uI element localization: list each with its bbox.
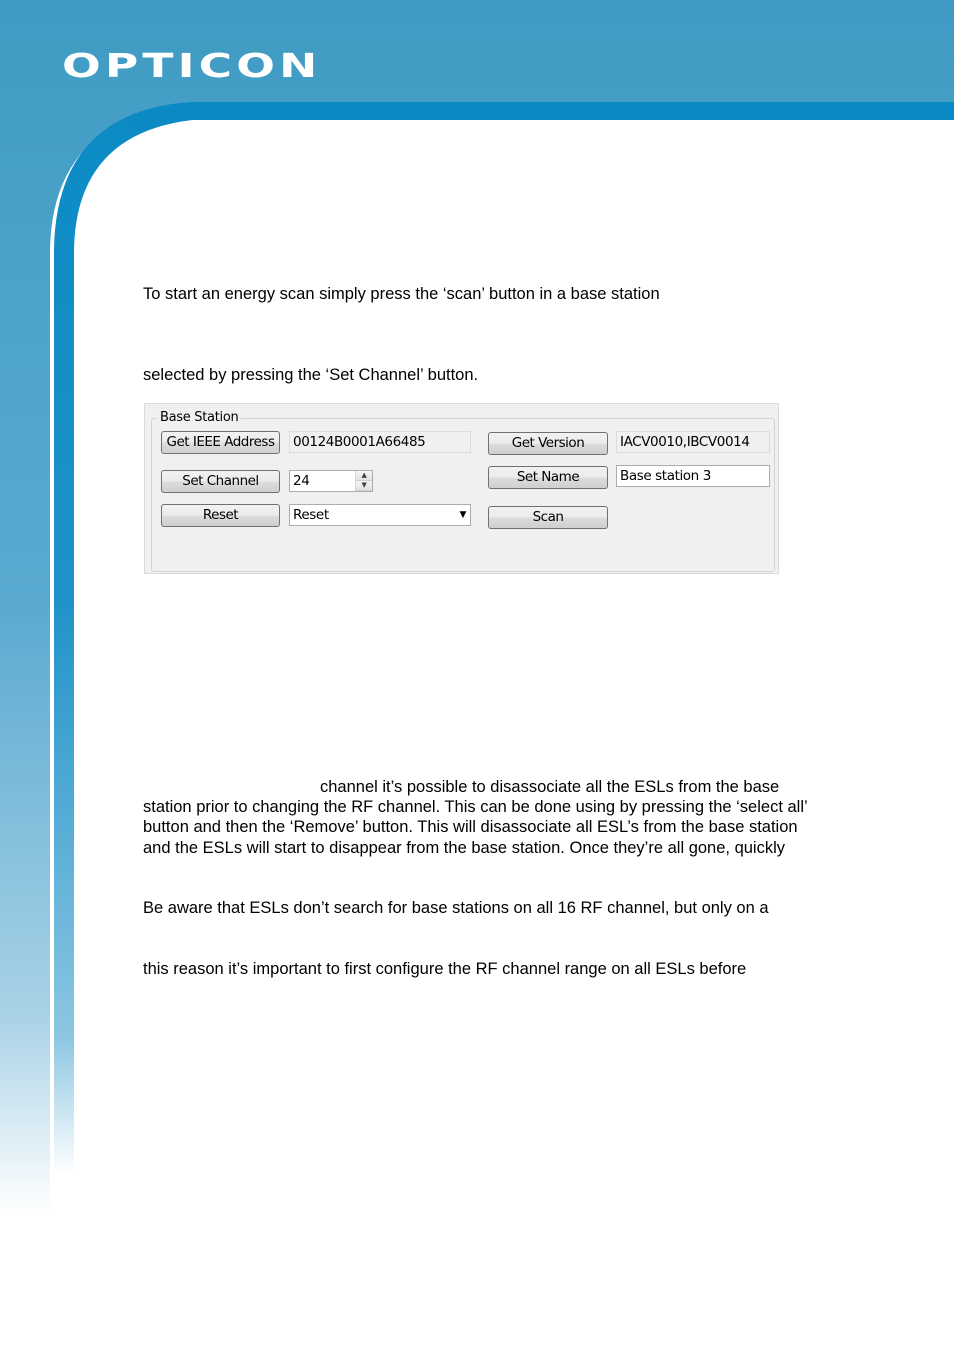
version-field[interactable]: IACV0010,IBCV0014 <box>616 431 770 453</box>
spin-down-icon[interactable]: ▼ <box>356 481 372 491</box>
paragraph-rf-search: Be aware that ESLs don’t search for base stations on all 16 RF channel, but only on a <box>143 899 769 917</box>
opticon-logo: OPTICON <box>62 46 322 85</box>
set-channel-button[interactable]: Set Channel <box>161 470 280 493</box>
paragraph-set-channel: selected by pressing the ‘Set Channel’ button. <box>143 366 479 384</box>
paragraph-disassociate-line3: button and then the ‘Remove’ button. This will disassociate all ESL’s from the base station <box>143 818 798 836</box>
paragraph-disassociate-line2: station prior to changing the RF channel. This can be done using by pressing the ‘select all’ <box>143 798 808 816</box>
base-station-group-label: Base Station <box>157 410 241 425</box>
get-version-button[interactable]: Get Version <box>488 432 608 455</box>
channel-spinner[interactable] <box>355 471 372 491</box>
channel-stepper[interactable] <box>289 470 373 492</box>
reset-selected-value: Reset <box>293 507 329 523</box>
base-station-dialog <box>144 403 779 574</box>
scan-button[interactable]: Scan <box>488 506 608 529</box>
name-field[interactable]: Base station 3 <box>616 465 770 487</box>
reset-button[interactable]: Reset <box>161 504 280 527</box>
paragraph-disassociate-line1: channel it’s possible to disassociate all the ESLs from the base <box>320 778 780 796</box>
paragraph-disassociate-line4: and the ESLs will start to disappear from the base station. Once they’re all gone, quickly <box>143 839 786 857</box>
paragraph-rf-range: this reason it’s important to first configure the RF channel range on all ESLs before <box>143 960 747 978</box>
spin-up-icon[interactable]: ▲ <box>356 471 372 481</box>
ieee-address-field[interactable]: 00124B0001A66485 <box>289 431 471 453</box>
channel-value: 24 <box>293 473 310 489</box>
paragraph-energy-scan: To start an energy scan simply press the ‘scan’ button in a base station <box>143 285 660 303</box>
dropdown-arrow-icon[interactable]: ▼ <box>459 510 466 520</box>
reset-select[interactable] <box>289 504 471 526</box>
set-name-button[interactable]: Set Name <box>488 466 608 489</box>
get-ieee-address-button[interactable]: Get IEEE Address <box>161 431 280 454</box>
